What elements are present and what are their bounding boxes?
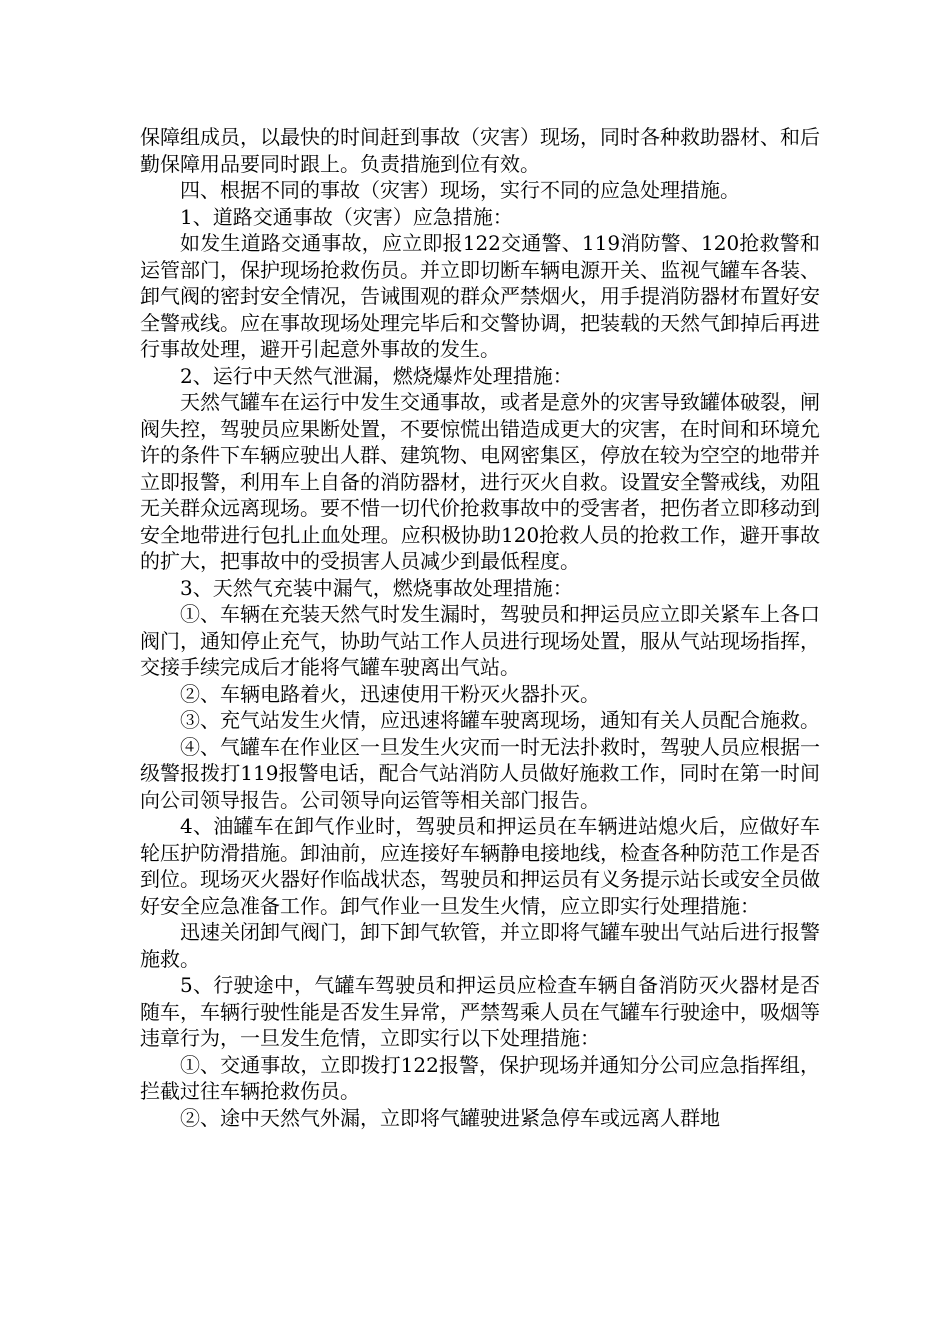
paragraph-filling-item-3: ③、充气站发生火情，应迅速将罐车驶离现场，通知有关人员配合施救。 — [180, 708, 820, 732]
paragraph-filling-item-4: ④、气罐车在作业区一旦发生火灾而一时无法扑救时，驾驶人员应根据一级警报拨打119报警电话，配合气站消防人员做好施救工作，同时在第一时间向公司领导报告。公司领导向运管等相关部门报告。 — [140, 734, 820, 812]
paragraph-section-four-heading: 四、根据不同的事故（灾害）现场，实行不同的应急处理措施。 — [180, 178, 740, 202]
paragraph-gas-leak-body: 天然气罐车在运行中发生交通事故，或者是意外的灾害导致罐体破裂，闸阀失控，驾驶员应果断处置，不要惊慌出错造成更大的灾害，在时间和环境允许的条件下车辆应驶出人群、建筑物、电网密集区，停放在较为空空的地带并立即报警，利用车上自备的消防器材，进行灭火自救。设置安全警戒线，劝阻无关群众远离现场。要不惜一切代价抢救事故中的受害者，把伤者立即移动到安全地带进行包扎止血处理。应积极协助120抢救人员的抢救工作，避开事故的扩大，把事故中的受损害人员减少到最低程度。 — [140, 390, 820, 573]
paragraph-driving-heading: 5、行驶途中，气罐车驾驶员和押运员应检查车辆自备消防灭火器材是否随车，车辆行驶性能是否发生异常，严禁驾乘人员在气罐车行驶途中，吸烟等违章行为，一旦发生危情，立即实行以下处理措施： — [140, 973, 820, 1050]
paragraph-gas-leak-heading: 2、运行中天然气泄漏，燃烧爆炸处理措施： — [180, 363, 573, 388]
paragraph-driving-item-2: ②、途中天然气外漏，立即将气罐驶进紧急停车或远离人群地 — [180, 1105, 720, 1130]
paragraph-road-accident-body: 如发生道路交通事故，应立即报122交通警、119消防警、120抢救警和运管部门，保护现场抢救伤员。并立即切断车辆电源开关、监视气罐车各装、卸气阀的密封安全情况，告诫围观的群众严禁烟火，用手提消防器材布置好安全警戒线。应在事故现场处理完毕后和交警协调，把装载的天然气卸掉后再进行事故处理，避开引起意外事故的发生。 — [140, 231, 820, 361]
paragraph-filling-item-1: ①、车辆在充装天然气时发生漏时，驾驶员和押运员应立即关紧车上各口阀门，通知停止充气，协助气站工作人员进行现场处置，服从气站现场指挥，交接手续完成后才能将气罐车驶离出气站。 — [140, 602, 820, 679]
paragraph-road-accident-heading: 1、道路交通事故（灾害）应急措施： — [180, 204, 513, 229]
paragraph-filling-item-2: ②、车辆电路着火，迅速使用干粉灭火器扑灭。 — [180, 681, 600, 706]
paragraph-unloading-heading: 4、油罐车在卸气作业时，驾驶员和押运员在车辆进站熄火后，应做好车轮压护防滑措施。卸油前，应连接好车辆静电接地线，检查各种防范工作是否到位。现场灭火器好作临战状态，驾驶员和押运员有义务提示站长或安全员做好安全应急准备工作。卸气作业一旦发生火情，应立即实行处理措施： — [140, 814, 820, 918]
paragraph-unloading-action: 迅速关闭卸气阀门，卸下卸气软管，并立即将气罐车驶出气站后进行报警施救。 — [140, 920, 820, 971]
paragraph-continuation: 保障组成员，以最快的时间赶到事故（灾害）现场，同时各种救助器材、和后勤保障用品要同时跟上。负责措施到位有效。 — [140, 125, 820, 176]
paragraph-driving-item-1: ①、交通事故，立即拨打122报警，保护现场并通知分公司应急指挥组，拦截过往车辆抢救伤员。 — [140, 1052, 820, 1103]
paragraph-filling-leak-heading: 3、天然气充装中漏气，燃烧事故处理措施： — [180, 575, 573, 600]
document-body — [140, 124, 820, 1131]
